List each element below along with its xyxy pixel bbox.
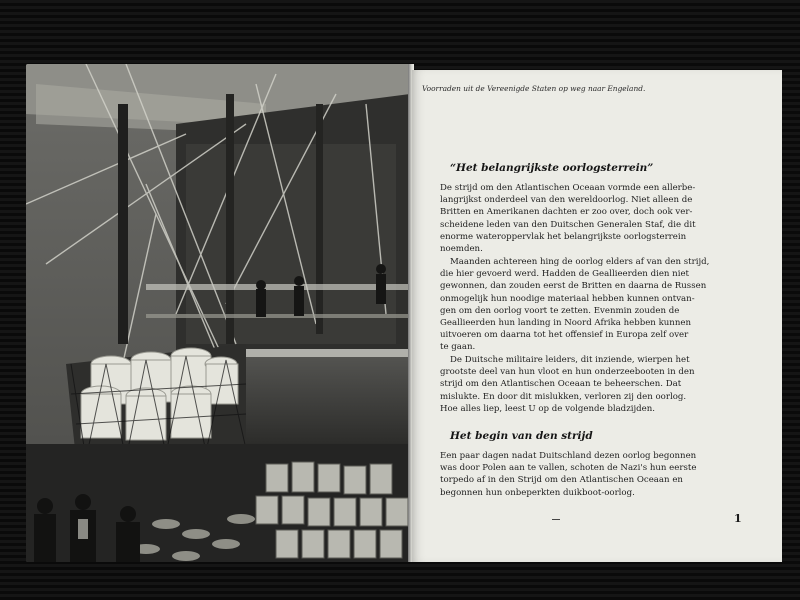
text-line: grootste deel van hun vloot en hun onderzeebooten in den [440, 367, 695, 378]
text-line: te gaan. [440, 342, 476, 353]
text-line: die hier gevoerd werd. Hadden de Geallieerden dien niet [440, 269, 690, 280]
text-line: langrijkst onderdeel van den wereldoorlog. Niet alleen de [440, 195, 693, 206]
text-line: scheidene leden van den Duitschen Generalen Staf, die dit [440, 219, 696, 230]
text-line: enorme wateroppervlak het belangrijkste oorlogsterrein [440, 231, 687, 242]
text-line: uitvoeren om daarna tot het offensief in Europa zelf over [440, 330, 689, 341]
section1-paragraph-1 [440, 182, 748, 255]
text-line: onmogelijk hun noodige materiaal hebben kunnen ontvan- [440, 293, 695, 304]
text-line: torpedo af in den Strijd om den Atlantischen Oceaan en [440, 475, 683, 486]
page-mark [552, 519, 560, 520]
text-line: Geallieerden hun landing in Noord Afrika hebben kunnen [440, 318, 691, 329]
text-line: noemden. [440, 244, 483, 255]
harbor-photograph [26, 64, 410, 562]
section-heading-belangrijkste: “Het belangrijkste oorlogsterrein” [450, 162, 654, 174]
text-line: Een paar dagen nadat Duitschland dezen oorlog begonnen [440, 451, 697, 461]
text-line: gen om den oorlog voort te zetten. Evenmin zouden de [440, 305, 680, 316]
text-line: mislukte. En door dit mislukken, verloren zij den oorlog. [440, 391, 687, 402]
text-line: gewonnen, dan zouden eerst de Britten en daarna de Russen [440, 281, 707, 292]
section2-paragraph-1 [440, 450, 748, 499]
photo-illustration [26, 64, 410, 562]
text-page [412, 70, 782, 562]
text-line: De strijd om den Atlantischen Oceaan vormde een allerbe- [440, 183, 696, 193]
section-heading-begin: Het begin van den strijd [450, 430, 593, 442]
text-line: Hoe alles liep, leest U op de volgende bladzijden. [440, 403, 655, 414]
text-line: begonnen hun onbeperkten duikboot-oorlog. [440, 487, 635, 498]
photo-caption: Voorraden uit de Vereenigde Staten op weg naar Engeland. [422, 84, 646, 93]
section1-paragraph-2 [440, 256, 748, 354]
text-line: strijd om den Atlantischen Oceaan te beheerschen. Dat [440, 379, 682, 390]
text-line: Maanden achtereen hing de oorlog elders af van den strijd, [450, 257, 710, 267]
text-line: De Duitsche militaire leiders, dit inziende, wierpen het [450, 355, 690, 365]
text-line: Britten en Amerikanen dachten er zoo over, doch ook ver- [440, 207, 693, 218]
section1-paragraph-3 [440, 354, 748, 415]
open-booklet [26, 64, 782, 564]
page-number: 1 [734, 512, 742, 525]
text-line: was door Polen aan te vallen, schoten de Nazi's hun eerste [440, 463, 697, 474]
